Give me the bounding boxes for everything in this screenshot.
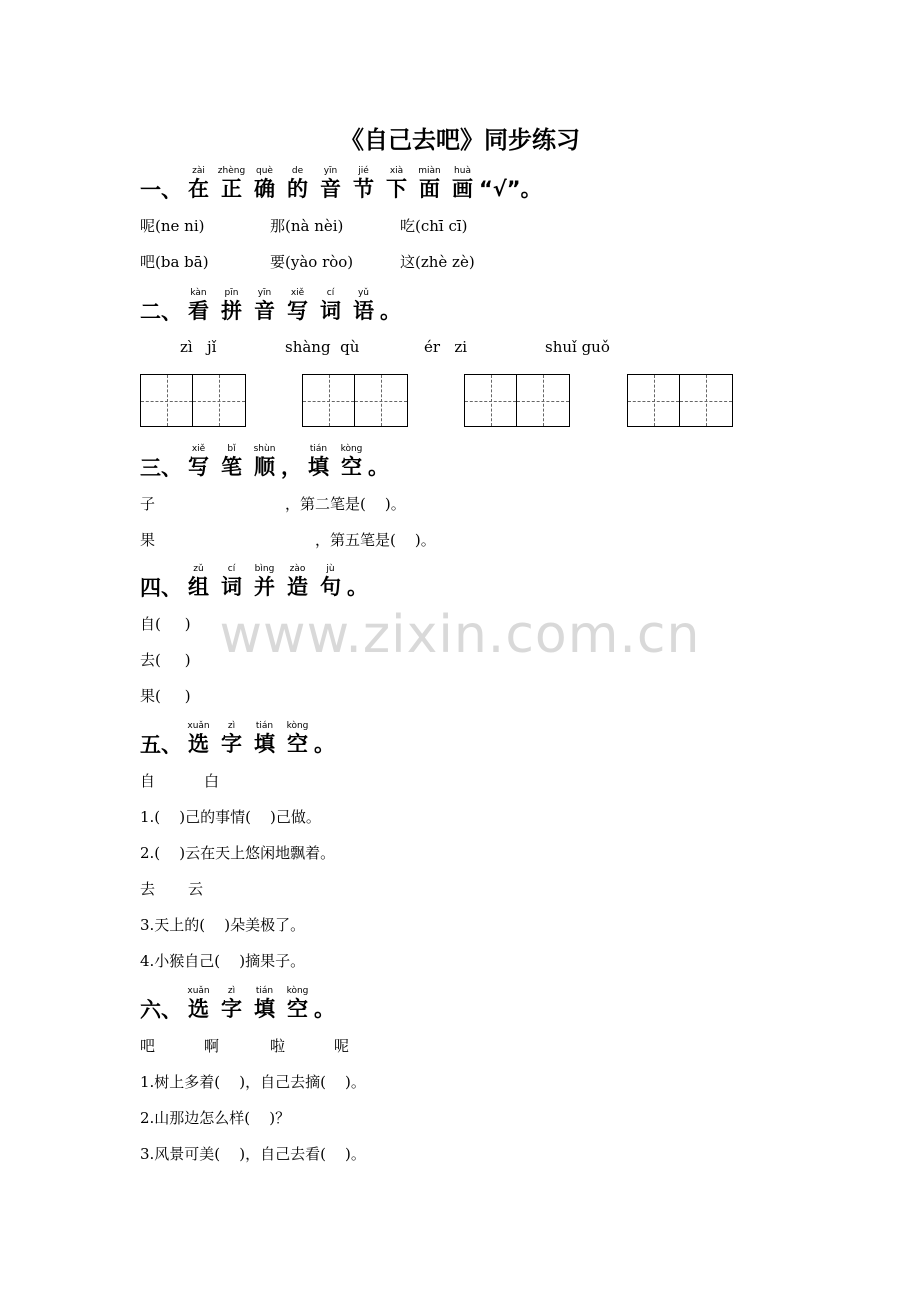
section3-char-1 <box>182 444 215 480</box>
s2-pinyin-2: shàng qù <box>285 338 360 356</box>
section1-char-8 <box>413 166 446 202</box>
pinyin-annotation: zǔ <box>193 564 204 574</box>
s3-line1-char: 子 <box>140 495 156 513</box>
heading-character: 填 <box>308 455 329 479</box>
section5-number: 五、 <box>140 733 182 757</box>
section4-tail: 。 <box>347 575 368 599</box>
s3-line2-text: ，第五笔是( )。 <box>315 531 436 549</box>
heading-character: 句 <box>320 575 341 599</box>
heading-character: 词 <box>320 299 341 323</box>
pinyin-annotation: zhèng <box>217 166 246 176</box>
s5-option-4: 云 <box>188 880 204 898</box>
heading-character: 填 <box>254 997 275 1021</box>
pinyin-annotation: pīn <box>224 288 239 298</box>
heading-character: 拼 <box>221 299 242 323</box>
pinyin-annotation: kòng <box>286 986 309 996</box>
section1-char-3 <box>248 166 281 202</box>
heading-character: 并 <box>254 575 275 599</box>
heading-character: 字 <box>221 997 242 1021</box>
section3-char-3 <box>248 444 281 480</box>
writing-grid-4[interactable] <box>627 374 733 427</box>
heading-character: 字 <box>221 732 242 756</box>
pinyin-annotation: xuǎn <box>187 721 210 731</box>
s1-row2-item-2: 要(yào ròo) <box>270 253 354 271</box>
s1-row1-item-2: 那(nà nèi) <box>270 217 344 235</box>
heading-character: 看 <box>188 299 209 323</box>
pinyin-annotation: yǔ <box>357 288 370 298</box>
section5-tail: 。 <box>314 732 335 756</box>
section1-char-9 <box>446 166 479 202</box>
section6-char-1 <box>182 986 215 1022</box>
s6-option-1: 吧 <box>140 1037 156 1055</box>
s6-question-1: 1.树上多着( )，自己去摘( )。 <box>140 1073 366 1091</box>
section2-char-3 <box>248 288 281 324</box>
pinyin-annotation: kàn <box>190 288 207 298</box>
s1-row1-item-1: 呢(ne ni) <box>140 217 205 235</box>
s2-pinyin-3: ér zi <box>424 338 468 356</box>
s1-row2-item-1: 吧(ba bā) <box>140 253 209 271</box>
pinyin-annotation: kòng <box>286 721 309 731</box>
section1-char-1 <box>182 166 215 202</box>
heading-character: 写 <box>287 299 308 323</box>
s5-option-2: 白 <box>204 772 220 790</box>
heading-character: 词 <box>221 575 242 599</box>
heading-character: 画 <box>452 177 473 201</box>
section-2-heading <box>140 288 401 324</box>
section6-tail: 。 <box>314 997 335 1021</box>
section5-char-4 <box>281 721 314 757</box>
heading-character: 空 <box>287 732 308 756</box>
s6-option-4: 呢 <box>334 1037 350 1055</box>
s5-question-1: 1.( )己的事情( )己做。 <box>140 808 321 826</box>
s6-question-3: 3.风景可美( )，自己去看( )。 <box>140 1145 366 1163</box>
pinyin-annotation: yīn <box>323 166 338 176</box>
heading-character: 语 <box>353 299 374 323</box>
s6-option-2: 啊 <box>204 1037 220 1055</box>
section-4-heading <box>140 564 368 600</box>
section4-char-3 <box>248 564 281 600</box>
heading-character: 空 <box>287 997 308 1021</box>
pinyin-annotation: de <box>291 166 304 176</box>
section2-char-5 <box>314 288 347 324</box>
section6-char-3 <box>248 986 281 1022</box>
section6-number: 六、 <box>140 998 182 1022</box>
pinyin-annotation: miàn <box>418 166 441 176</box>
pinyin-annotation: tián <box>309 444 328 454</box>
heading-character: 面 <box>419 177 440 201</box>
section4-char-4 <box>281 564 314 600</box>
s6-question-2: 2.山那边怎么样( )？ <box>140 1109 291 1127</box>
s5-question-4: 4.小猴自己( )摘果子。 <box>140 952 306 970</box>
pinyin-annotation: tián <box>255 721 274 731</box>
heading-character: 顺 <box>254 455 275 479</box>
section3-b-char-2 <box>335 444 368 480</box>
section4-char-5 <box>314 564 347 600</box>
page-title: 《自己去吧》同步练习 <box>340 126 580 154</box>
heading-character: 造 <box>287 575 308 599</box>
section3-tail: 。 <box>368 455 389 479</box>
pinyin-annotation: shùn <box>253 444 276 454</box>
section1-char-5 <box>314 166 347 202</box>
s4-line-2: 去( ) <box>140 651 191 669</box>
section2-char-2 <box>215 288 248 324</box>
pinyin-annotation: què <box>256 166 273 176</box>
pinyin-annotation: jié <box>358 166 369 176</box>
heading-character: 正 <box>221 177 242 201</box>
pinyin-annotation: huà <box>454 166 471 176</box>
section3-b-char-1 <box>302 444 335 480</box>
section2-char-6 <box>347 288 380 324</box>
pinyin-annotation: zài <box>192 166 205 176</box>
section6-char-4 <box>281 986 314 1022</box>
s4-line-3: 果( ) <box>140 687 191 705</box>
pinyin-annotation: xuǎn <box>187 986 210 996</box>
s2-pinyin-1: zì jǐ <box>180 338 217 356</box>
pinyin-annotation: zì <box>227 986 236 996</box>
heading-character: 组 <box>188 575 209 599</box>
heading-character: 在 <box>188 177 209 201</box>
section1-char-7 <box>380 166 413 202</box>
pinyin-annotation: bǐ <box>227 444 236 454</box>
section4-char-1 <box>182 564 215 600</box>
section1-char-6 <box>347 166 380 202</box>
s3-line1-text: ，第二笔是( )。 <box>285 495 406 513</box>
writing-grid-1[interactable] <box>140 374 246 427</box>
section1-char-4 <box>281 166 314 202</box>
section1-tail: “√”。 <box>479 177 542 201</box>
s3-line2-char: 果 <box>140 531 156 549</box>
s1-row1-item-3: 吃(chī cī) <box>400 217 468 235</box>
section1-char-2 <box>215 166 248 202</box>
section3-char-2 <box>215 444 248 480</box>
section5-char-3 <box>248 721 281 757</box>
section1-number: 一、 <box>140 178 182 202</box>
section2-char-1 <box>182 288 215 324</box>
heading-character: 下 <box>386 177 407 201</box>
section-6-heading <box>140 986 335 1022</box>
heading-character: 确 <box>254 177 275 201</box>
pinyin-annotation: zào <box>289 564 306 574</box>
watermark: www.zixin.com.cn <box>219 605 701 665</box>
section2-char-4 <box>281 288 314 324</box>
heading-character: 的 <box>287 177 308 201</box>
heading-character: 节 <box>353 177 374 201</box>
heading-character: 填 <box>254 732 275 756</box>
section2-number: 二、 <box>140 300 182 324</box>
pinyin-annotation: xiě <box>191 444 206 454</box>
s4-line-1: 自( ) <box>140 615 191 633</box>
section5-char-2 <box>215 721 248 757</box>
s6-option-3: 啦 <box>270 1037 286 1055</box>
section5-char-1 <box>182 721 215 757</box>
pinyin-annotation: tián <box>255 986 274 996</box>
s5-question-2: 2.( )云在天上悠闲地飘着。 <box>140 844 336 862</box>
heading-character: 选 <box>188 732 209 756</box>
s5-option-3: 去 <box>140 880 156 898</box>
heading-character: 音 <box>320 177 341 201</box>
pinyin-annotation: jù <box>326 564 335 574</box>
section4-number: 四、 <box>140 576 182 600</box>
heading-character: 笔 <box>221 455 242 479</box>
pinyin-annotation: kòng <box>340 444 363 454</box>
pinyin-annotation: cí <box>227 564 236 574</box>
writing-grid-3[interactable] <box>464 374 570 427</box>
heading-character: 选 <box>188 997 209 1021</box>
writing-grid-2[interactable] <box>302 374 408 427</box>
s5-question-3: 3.天上的( )朵美极了。 <box>140 916 306 934</box>
pinyin-annotation: xiě <box>290 288 305 298</box>
section-1-heading <box>140 166 542 202</box>
pinyin-annotation: bìng <box>254 564 275 574</box>
section2-tail: 。 <box>380 299 401 323</box>
heading-character: 空 <box>341 455 362 479</box>
section6-char-2 <box>215 986 248 1022</box>
section3-comma: ， <box>281 455 302 479</box>
section-3-heading <box>140 444 389 480</box>
heading-character: 写 <box>188 455 209 479</box>
s1-row2-item-3: 这(zhè zè) <box>400 253 475 271</box>
pinyin-annotation: xià <box>389 166 404 176</box>
section3-number: 三、 <box>140 456 182 480</box>
s5-option-1: 自 <box>140 772 156 790</box>
section4-char-2 <box>215 564 248 600</box>
s2-pinyin-4: shuǐ guǒ <box>545 338 610 356</box>
pinyin-annotation: zì <box>227 721 236 731</box>
pinyin-annotation: yīn <box>257 288 272 298</box>
section-5-heading <box>140 721 335 757</box>
heading-character: 音 <box>254 299 275 323</box>
pinyin-annotation: cí <box>326 288 335 298</box>
